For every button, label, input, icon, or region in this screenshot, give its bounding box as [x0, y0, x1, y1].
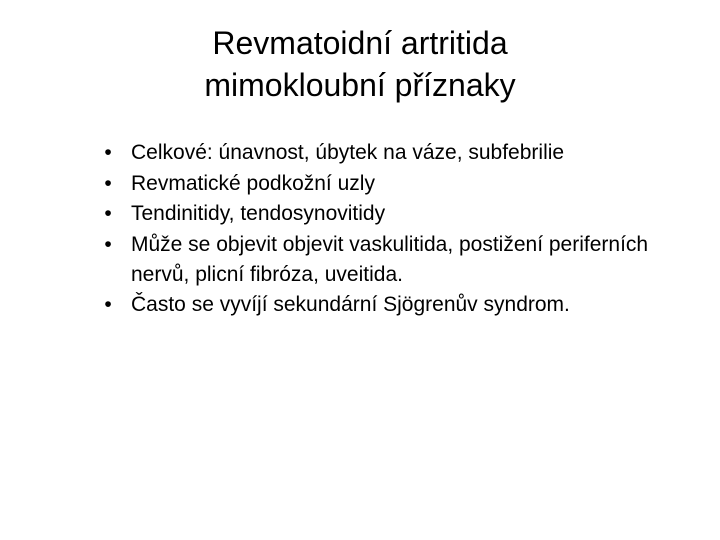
slide-title	[0, 22, 720, 106]
bullet-text: Revmatické podkožní uzly	[131, 171, 375, 195]
bullet-item	[101, 169, 681, 199]
bullet-text: Tendinitidy, tendosynovitidy	[131, 202, 386, 225]
bullet-item	[101, 290, 681, 320]
bullet-text: Může se objevit objevit vaskulitida, postižení periferních nervů, plicní fibróza, uveitida.	[131, 232, 649, 286]
bullet-icon: •	[104, 232, 112, 256]
bullet-icon: •	[104, 141, 112, 164]
title-line-2: mimokloubní příznaky	[204, 67, 516, 103]
title-line-1: Revmatoidní artritida	[212, 25, 508, 61]
bullet-text: Celkové: únavnost, úbytek na váze, subfebrilie	[131, 141, 565, 164]
bullet-list	[101, 138, 681, 321]
bullet-icon: •	[104, 202, 112, 225]
bullet-item	[101, 230, 681, 290]
bullet-item	[101, 199, 681, 229]
bullet-text: Často se vyvíjí sekundární Sjögrenův syndrom.	[131, 293, 570, 316]
bullet-icon: •	[104, 171, 112, 195]
bullet-item	[101, 138, 681, 168]
bullet-icon: •	[104, 293, 112, 316]
